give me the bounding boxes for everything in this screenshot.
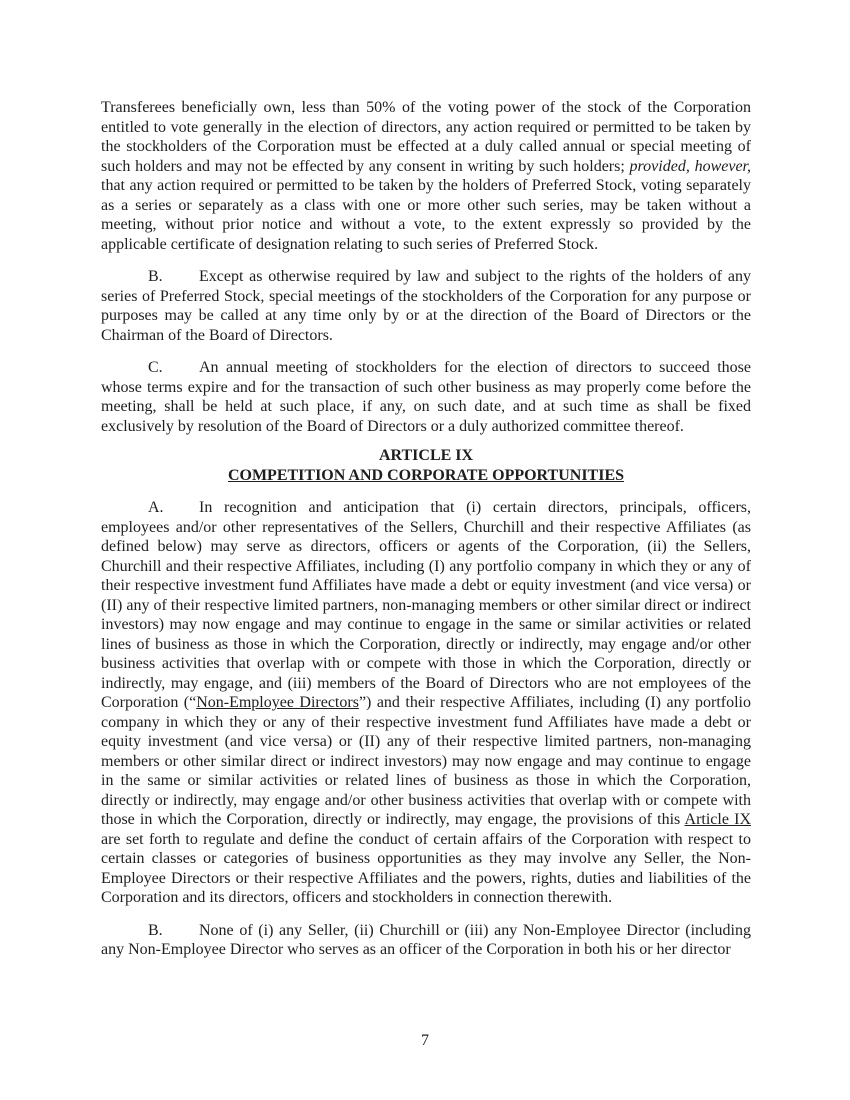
article-a-paragraph (101, 498, 751, 908)
article-b-paragraph (101, 921, 751, 960)
section-c-paragraph (101, 358, 751, 436)
article-b-label: B. (148, 921, 163, 939)
article-ix-reference: Article IX (684, 811, 751, 828)
section-b-text: Except as otherwise required by law and subject to the rights of the holders of any series of Preferred Stock, special meetings of the stockholders of the Corporation for any purpose or purposes may be called at any time only by or at the direction of the Board of Directors or the Chairman of the Board of Directors. (101, 268, 751, 344)
intro-italic-proviso: provided, however, (629, 157, 752, 175)
section-b-paragraph (101, 267, 751, 345)
article-b-text: None of (i) any Seller, (ii) Churchill or (iii) any Non-Employee Director (including any Non-Employee Director who serves as an officer of the Corporation in both his or her director (101, 921, 751, 958)
article-a-label: A. (148, 499, 164, 516)
intro-text-part1: Transferees beneficially own, less than 50% of the voting power of the stock of the Corporation entitled to vote generally in the election of directors, any action required or permitted to be taken by the stockholders of the Corporation must be effected at a duly called annual or special meeting of such holders and may not be effected by any consent in writing by such holders; (101, 99, 751, 175)
section-c-label: C. (148, 359, 163, 376)
article-number-heading: ARTICLE IX (378, 447, 474, 464)
intro-text-part2: that any action required or permitted to be taken by the holders of Preferred Stock, voting separately as a series or separately as a class with one or more other such series, may be taken without a meeting, without prior notice and without a vote, to the extent expressly so provided by the applicable certificate of designation relating to such series of Preferred Stock. (101, 177, 751, 253)
section-b-label: B. (148, 268, 163, 285)
article-a-text-part3: are set forth to regulate and define the conduct of certain affairs of the Corporation with respect to certain classes or categories of business opportunities as they may involve any Seller, the Non-Employee Directors or their respective Affiliates and the powers, rights, duties and liabilities of the Corporation and its directors, officers and stockholders in connection therewith. (101, 830, 751, 906)
article-a-text-part2: ”) and their respective Affiliates, including (I) any portfolio company in which they or any of their respective investment fund Affiliates have made a debt or equity investment (and vice versa) or (II) any of their respective limited partners, non-managing members or other similar direct or indirect investors) may now engage and may continue to engage in the same or similar activities or related lines of business as those in which the Corporation, directly or indirectly, may engage and/or other business activities that overlap with or compete with those in which the Corporation, directly or indirectly, may engage, the provisions of this (101, 694, 752, 828)
page-number: 7 (421, 1032, 429, 1049)
section-c-text: An annual meeting of stockholders for the election of directors to succeed those whose terms expire and for the transaction of such other business as may properly come before the meeting, shall be held at such place, if any, on such date, and at such time as shall be fixed exclusively by resolution of the Board of Directors or a duly authorized committee thereof. (101, 359, 751, 435)
intro-paragraph (101, 98, 751, 254)
defined-term-non-employee-directors: Non-Employee Directors (196, 694, 359, 711)
article-a-text-part1: In recognition and anticipation that (i) certain directors, principals, officers, employees and/or other representatives of the Sellers, Churchill and their respective Affiliates (as defined below) may serve as directors, officers or agents of the Corporation, (ii) the Sellers, Churchill and their respective Affiliates, including (I) any portfolio company in which they or any of their respective investment fund Affiliates have made a debt or equity investment (and vice versa) or (II) any of their respective limited partners, non-managing members or other similar direct or indirect investors) may now engage and may continue to engage in the same or similar activities or related lines of business as those in which the Corporation, directly or indirectly, may engage and/or other business activities that overlap with or compete with those in which the Corporation, directly or indirectly, may engage, and (iii) members of the Board of Directors who are not employees of the Corporation (“ (101, 499, 751, 711)
article-title-heading: COMPETITION AND CORPORATE OPPORTUNITIES (227, 466, 625, 484)
